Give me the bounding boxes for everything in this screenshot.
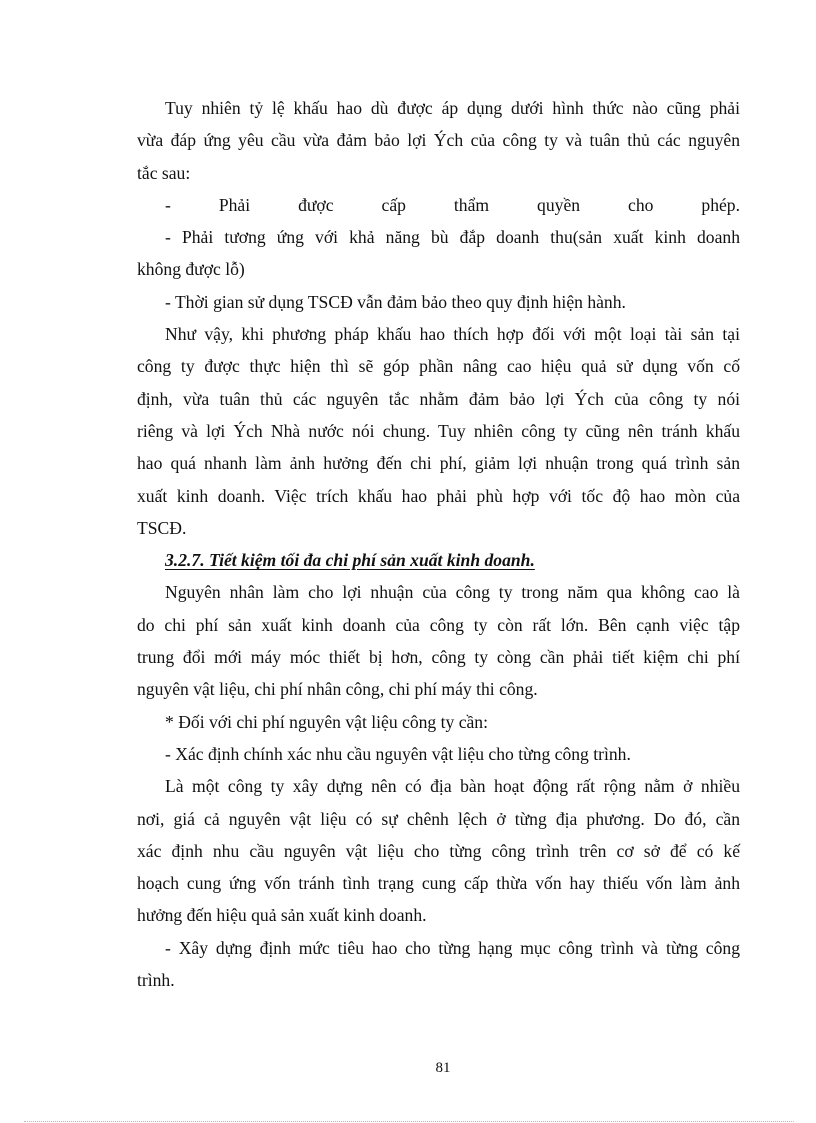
- text-line-content: nguyên vật liệu, chi phí nhân công, chi phí máy thi công.: [137, 679, 538, 700]
- text-line: [137, 415, 740, 447]
- text-line-content: Nguyên nhân làm cho lợi nhuận của công ty trong năm qua không cao là: [165, 582, 740, 603]
- text-line: [137, 350, 740, 382]
- text-line: [137, 964, 740, 996]
- text-line: [137, 803, 740, 835]
- text-line: [137, 480, 740, 512]
- text-line: [137, 253, 740, 285]
- text-line: [137, 221, 740, 253]
- text-line-content: - Phải được cấp thẩm quyền cho phép.: [165, 194, 740, 215]
- text-line: [137, 157, 740, 189]
- text-line-content: xác định nhu cầu nguyên vật liệu cho từng công trình trên cơ sở để có kế: [137, 840, 740, 861]
- text-line-content: hoạch cung ứng vốn tránh tình trạng cung cấp thừa vốn hay thiếu vốn làm ảnh: [137, 873, 740, 894]
- text-line-content: hưởng đến hiệu quả sản xuất kinh doanh.: [137, 905, 427, 926]
- text-line-content: - Xác định chính xác nhu cầu nguyên vật liệu cho từng công trình.: [165, 743, 631, 764]
- text-line-content: tắc sau:: [137, 162, 191, 183]
- text-line-content: công ty được thực hiện thì sẽ góp phần nâng cao hiệu quả sử dụng vốn cố: [137, 356, 740, 377]
- text-line: [137, 867, 740, 899]
- section-heading: [137, 544, 740, 576]
- text-line-content: - Xây dựng định mức tiêu hao cho từng hạng mục công trình và từng công: [165, 937, 740, 958]
- footer-divider: [24, 1121, 794, 1122]
- text-line-content: xuất kinh doanh. Việc trích khấu hao phải phù hợp với tốc độ hao mòn của: [137, 485, 740, 506]
- text-line: [137, 124, 740, 156]
- text-line: [137, 932, 740, 964]
- text-line-content: TSCĐ.: [137, 517, 187, 538]
- text-line: [137, 899, 740, 931]
- text-line-content: * Đối với chi phí nguyên vật liệu công ty cần:: [165, 711, 488, 732]
- text-line-content: nơi, giá cả nguyên vật liệu có sự chênh lệch ở từng địa phương. Do đó, cần: [137, 808, 740, 829]
- section-heading-text: 3.2.7. Tiết kiệm tối đa chi phí sản xuất kinh doanh.: [165, 550, 535, 571]
- text-line: [137, 673, 740, 705]
- text-line: [137, 641, 740, 673]
- text-line: [137, 512, 740, 544]
- text-line-content: trung đổi mới máy móc thiết bị hơn, công ty còng cần phải tiết kiệm chi phí: [137, 647, 740, 668]
- text-line-content: hao quá nhanh làm ảnh hưởng đến chi phí, giảm lợi nhuận trong quá trình sản: [137, 453, 740, 474]
- document-body: [137, 92, 740, 996]
- text-line-content: Như vậy, khi phương pháp khấu hao thích hợp đối với một loại tài sản tại: [165, 324, 740, 345]
- text-line: [137, 318, 740, 350]
- page-number: 81: [435, 1060, 451, 1076]
- text-line-content: định, vừa tuân thủ các nguyên tắc nhằm đảm bảo lợi Ých của công ty nói: [137, 388, 740, 409]
- text-line: [137, 770, 740, 802]
- text-line: [137, 92, 740, 124]
- text-line-content: riêng và lợi Ých Nhà nước nói chung. Tuy nhiên công ty cũng nên tránh khấu: [137, 420, 740, 441]
- text-line: [137, 738, 740, 770]
- text-line: [137, 383, 740, 415]
- text-line-content: Tuy nhiên tỷ lệ khấu hao dù được áp dụng dưới hình thức nào cũng phải: [165, 98, 740, 118]
- text-line-content: do chi phí sản xuất kinh doanh của công ty còn rất lớn. Bên cạnh việc tập: [137, 614, 740, 635]
- text-line-content: trình.: [137, 970, 175, 991]
- text-line: [137, 706, 740, 738]
- text-line-content: - Phải tương ứng với khả năng bù đắp doanh thu(sản xuất kinh doanh: [165, 227, 740, 248]
- text-line-content: Là một công ty xây dựng nên có địa bàn hoạt động rất rộng nằm ở nhiều: [165, 776, 740, 797]
- text-line: [137, 835, 740, 867]
- text-line-content: - Thời gian sử dụng TSCĐ vẫn đảm bảo theo quy định hiện hành.: [165, 291, 626, 312]
- text-line: [137, 447, 740, 479]
- text-line-content: không được lỗ): [137, 259, 245, 280]
- text-line-content: vừa đáp ứng yêu cầu vừa đảm bảo lợi Ých của công ty và tuân thủ các nguyên: [137, 130, 740, 151]
- text-line: [137, 189, 740, 221]
- text-line: [137, 286, 740, 318]
- text-line: [137, 576, 740, 608]
- text-line: [137, 609, 740, 641]
